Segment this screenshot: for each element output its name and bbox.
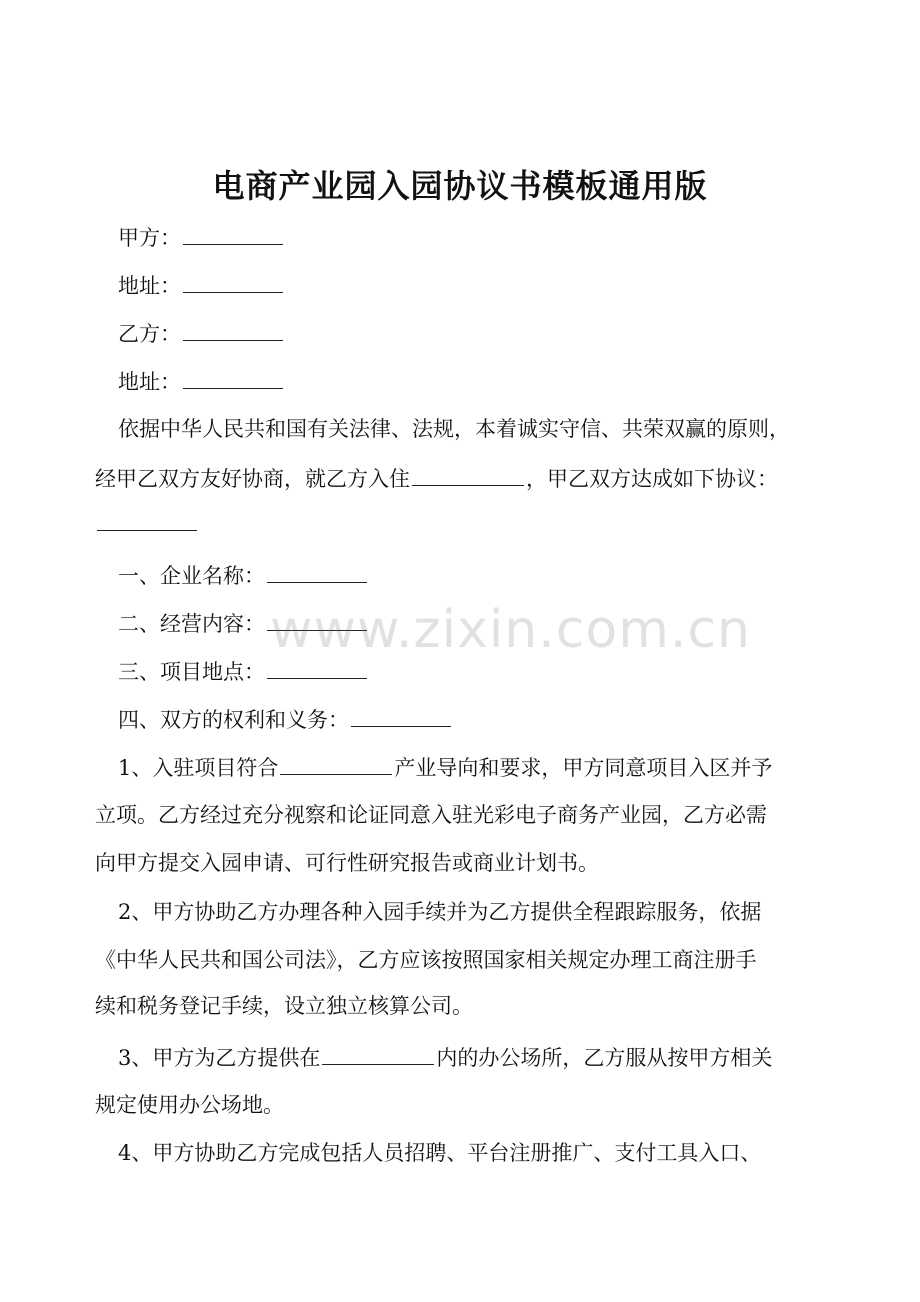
clause-2-line-1: 2、甲方协助乙方办理各种入园手续并为乙方提供全程跟踪服务，依据 <box>118 900 762 924</box>
intro-blank[interactable] <box>412 463 524 486</box>
intro-text-b: ，甲乙双方达成如下协议： <box>526 467 778 491</box>
clause-3-line-1 <box>118 1042 858 1073</box>
clause-1-line-2: 立项。乙方经过充分视察和论证同意入驻光彩电子商务产业园，乙方必需 <box>95 803 767 827</box>
intro-text-a: 经甲乙双方友好协商，就乙方入住 <box>95 467 410 491</box>
item-3-line <box>118 656 858 687</box>
item-4-label: 四、双方的权利和义务： <box>118 708 349 732</box>
party-a-address-line <box>118 270 858 301</box>
party-b-line <box>118 318 858 349</box>
party-b-label: 乙方： <box>118 322 181 346</box>
clause-3-line-2: 规定使用办公场地。 <box>95 1093 284 1117</box>
item-1-label: 一、企业名称： <box>118 564 265 588</box>
item-1-line <box>118 560 858 591</box>
watermark: www.zixin.com.cn <box>270 600 751 660</box>
clause-2-line-3: 续和税务登记手续，设立独立核算公司。 <box>95 994 473 1018</box>
document-title: 电商产业园入园协议书模板通用版 <box>212 167 708 205</box>
item-3-blank[interactable] <box>267 656 367 679</box>
clause-3-blank[interactable] <box>322 1042 434 1065</box>
intro-trailing-blank[interactable] <box>97 508 197 531</box>
clause-1-blank[interactable] <box>280 752 392 775</box>
party-a-address-label: 地址： <box>118 274 181 298</box>
intro-line-2 <box>95 463 835 494</box>
clause-4-line-1: 4、甲方协助乙方完成包括人员招聘、平台注册推广、支付工具入口、 <box>118 1141 762 1165</box>
intro-line-1: 依据中华人民共和国有关法律、法规，本着诚实守信、共荣双赢的原则， <box>118 417 790 441</box>
item-2-label: 二、经营内容： <box>118 612 265 636</box>
party-b-address-line <box>118 366 858 397</box>
party-a-blank[interactable] <box>183 222 283 245</box>
clause-2-line-2: 《中华人民共和国公司法》，乙方应该按照国家相关规定办理工商注册手 <box>95 948 757 972</box>
item-3-label: 三、项目地点： <box>118 660 265 684</box>
clause-1-text-b: 产业导向和要求，甲方同意项目入区并予 <box>394 756 773 780</box>
clause-1-line-1 <box>118 752 858 783</box>
party-b-address-blank[interactable] <box>183 366 283 389</box>
party-a-label: 甲方： <box>118 226 181 250</box>
item-2-blank[interactable] <box>267 608 367 631</box>
party-b-address-label: 地址： <box>118 370 181 394</box>
party-a-line <box>118 222 858 253</box>
party-a-address-blank[interactable] <box>183 270 283 293</box>
clause-3-text-b: 内的办公场所，乙方服从按甲方相关 <box>436 1046 773 1070</box>
party-b-blank[interactable] <box>183 318 283 341</box>
item-2-line <box>118 608 858 639</box>
item-1-blank[interactable] <box>267 560 367 583</box>
clause-1-text-a: 1、入驻项目符合 <box>118 756 279 780</box>
intro-line-3 <box>95 508 835 539</box>
clause-3-text-a: 3、甲方为乙方提供在 <box>118 1046 321 1070</box>
item-4-blank[interactable] <box>351 704 451 727</box>
item-4-line <box>118 704 858 735</box>
clause-1-line-3: 向甲方提交入园申请、可行性研究报告或商业计划书。 <box>95 851 599 875</box>
